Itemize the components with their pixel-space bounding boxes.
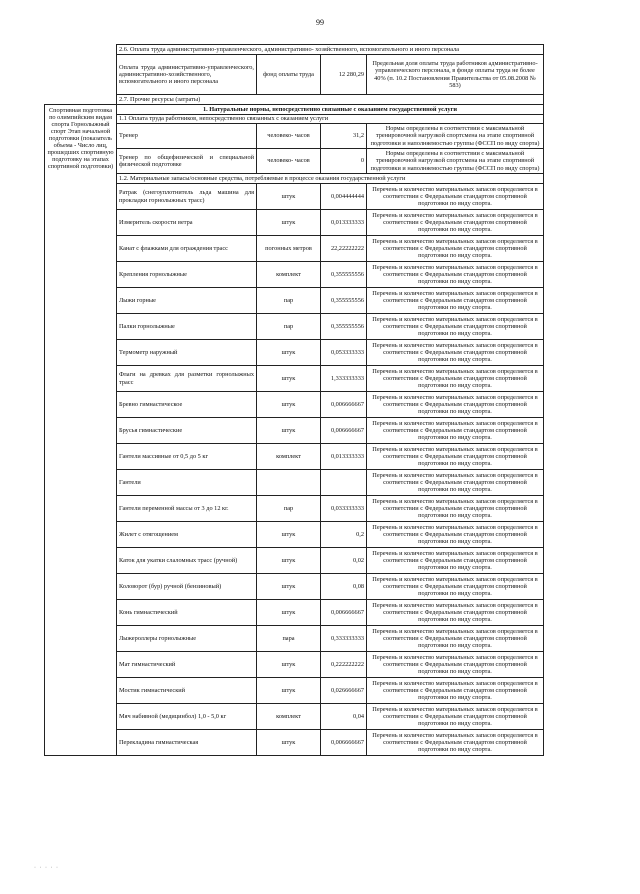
material-unit-cell: штук [257,548,321,574]
material-note-cell: Перечень и количество материальных запасов определяется в соответствии с Федеральным стандартом спортивной подготовки по виду спорта. [367,626,544,652]
material-name-cell: Термометр наружный [117,340,257,366]
material-name-cell: Жилет с отягощением [117,522,257,548]
section-1-1-header: 1.1 Оплата труда работников, непосредственно связанных с оказанием услуги [117,115,544,124]
material-unit-cell: штук [257,652,321,678]
material-name-cell: Гантели массивные от 0,5 до 5 кг [117,444,257,470]
material-unit-cell: штук [257,392,321,418]
staff-value-cell: 31,2 [321,124,367,149]
material-name-cell: Крепления горнолыжные [117,262,257,288]
material-name-cell: Брусья гимнастические [117,418,257,444]
material-value-cell: 0,006666667 [321,418,367,444]
table-row [45,45,544,55]
material-name-cell: Палки горнолыжные [117,314,257,340]
material-note-cell: Перечень и количество материальных запасов определяется в соответствии с Федеральным стандартом спортивной подготовки по виду спорта. [367,236,544,262]
table-row [45,105,544,115]
table-row [45,262,544,288]
table-row [45,340,544,366]
table-row [45,174,544,184]
material-note-cell: Перечень и количество материальных запасов определяется в соответствии с Федеральным стандартом спортивной подготовки по виду спорта. [367,600,544,626]
material-value-cell: 0,08 [321,574,367,600]
material-value-cell: 0,2 [321,522,367,548]
material-name-cell: Ратрак (снегоуплотнитель льда машина для прокладки горнолыжных трасс) [117,184,257,210]
material-unit-cell: пар [257,314,321,340]
table-row [45,288,544,314]
material-name-cell: Канат с флажками для ограждения трасс [117,236,257,262]
material-note-cell: Перечень и количество материальных запасов определяется в соответствии с Федеральным стандартом спортивной подготовки по виду спорта. [367,704,544,730]
table-row [45,652,544,678]
material-unit-cell: комплект [257,444,321,470]
table-row [45,115,544,124]
table-row [45,55,544,95]
material-unit-cell: штук [257,210,321,236]
table-row [45,600,544,626]
material-note-cell: Перечень и количество материальных запасов определяется в соответствии с Федеральным стандартом спортивной подготовки по виду спорта. [367,314,544,340]
table-row [45,366,544,392]
material-name-cell: Конь гимнастический [117,600,257,626]
scan-artifact: · · · · · [34,865,59,871]
material-name-cell: Перекладина гимнастическая [117,730,257,756]
table-row [45,704,544,730]
table-row [45,496,544,522]
material-value-cell: 22,22222222 [321,236,367,262]
material-note-cell: Перечень и количество материальных запасов определяется в соответствии с Федеральным стандартом спортивной подготовки по виду спорта. [367,340,544,366]
material-note-cell: Перечень и количество материальных запасов определяется в соответствии с Федеральным стандартом спортивной подготовки по виду спорта. [367,496,544,522]
material-value-cell: 0,006666667 [321,392,367,418]
document-body [44,44,544,756]
table-row [45,678,544,704]
table-row [45,95,544,105]
staff-unit-cell: человеко- часов [257,124,321,149]
material-value-cell: 0,04 [321,704,367,730]
material-note-cell: Перечень и количество материальных запасов определяется в соответствии с Федеральным стандартом спортивной подготовки по виду спорта. [367,262,544,288]
material-unit-cell: штук [257,574,321,600]
material-unit-cell: пар [257,496,321,522]
material-name-cell: Мат гимнастический [117,652,257,678]
table-row [45,184,544,210]
material-note-cell: Перечень и количество материальных запасов определяется в соответствии с Федеральным стандартом спортивной подготовки по виду спорта. [367,418,544,444]
staff-name-cell: Тренер по общефизической и специальной физической подготовке [117,149,257,174]
table-row [45,470,544,496]
material-unit-cell: штук [257,418,321,444]
material-note-cell: Перечень и количество материальных запасов определяется в соответствии с Федеральным стандартом спортивной подготовки по виду спорта. [367,730,544,756]
material-value-cell: 0,053333333 [321,340,367,366]
material-note-cell: Перечень и количество материальных запасов определяется в соответствии с Федеральным стандартом спортивной подготовки по виду спорта. [367,522,544,548]
material-name-cell: Гантели переменной массы от 3 до 12 кг. [117,496,257,522]
material-unit-cell [257,470,321,496]
table-row [45,522,544,548]
material-value-cell: 1,333333333 [321,366,367,392]
table-row [45,444,544,470]
page-number: 99 [316,18,324,27]
material-note-cell: Перечень и количество материальных запасов определяется в соответствии с Федеральным стандартом спортивной подготовки по виду спорта. [367,210,544,236]
material-unit-cell: пар [257,288,321,314]
table-row [45,418,544,444]
material-name-cell: Флаги на древках для разметки горнолыжных трасс [117,366,257,392]
material-name-cell: Мостик гимнастический [117,678,257,704]
material-name-cell: Мяч набивной (медицинбол) 1,0 - 5,0 кг [117,704,257,730]
material-note-cell: Перечень и количество материальных запасов определяется в соответствии с Федеральным стандартом спортивной подготовки по виду спорта. [367,652,544,678]
material-note-cell: Перечень и количество материальных запасов определяется в соответствии с Федеральным стандартом спортивной подготовки по виду спорта. [367,184,544,210]
material-value-cell: 0,004444444 [321,184,367,210]
section-2-7-header: 2.7. Прочие ресурсы (затраты) [117,95,544,105]
section-1-2-header: 1.2. Материальные запасы/основные средства, потребляемые в процессе оказания государственной услуги [117,174,544,184]
staff-note-cell: Нормы определены в соответствии с максимальной тренировочной нагрузкой спортсмена на этапе спортивной подготовки и наполняемостью группы (ФССП по виду спорта) [367,149,544,174]
material-value-cell: 0,355555556 [321,262,367,288]
material-value-cell: 0,013333333 [321,210,367,236]
material-unit-cell: штук [257,678,321,704]
material-note-cell: Перечень и количество материальных запасов определяется в соответствии с Федеральным стандартом спортивной подготовки по виду спорта. [367,470,544,496]
material-name-cell: Лыжи горные [117,288,257,314]
table-row [45,730,544,756]
material-unit-cell: комплект [257,262,321,288]
material-unit-cell: погонных метров [257,236,321,262]
section-2-6-header: 2.6. Оплата труда административно-управленческого, административно- хозяйственного, вспомогательного и иного персонала [117,45,544,55]
table-row [45,210,544,236]
material-unit-cell: штук [257,366,321,392]
material-unit-cell: штук [257,340,321,366]
material-unit-cell: штук [257,522,321,548]
material-note-cell: Перечень и количество материальных запасов определяется в соответствии с Федеральным стандартом спортивной подготовки по виду спорта. [367,366,544,392]
table-row [45,149,544,174]
material-unit-cell: штук [257,730,321,756]
material-value-cell: 0,006666667 [321,730,367,756]
material-name-cell: Лыжероллеры горнолыжные [117,626,257,652]
material-value-cell: 0,333333333 [321,626,367,652]
pay-unit-cell: фонд оплаты труда [257,55,321,95]
service-description-cell: Спортивная подготовка по олимпийским видам спорта Горнолыжный спорт Этап начальной подготовки (показатель объема - Число лиц, прошедших спортивную подготовку на этапах спортивной подготовки) [45,105,117,756]
staff-name-cell: Тренер [117,124,257,149]
pay-name-cell: Оплата труда административно-управленческого, административно-хозяйственного, вспомогательного и иного персонала [117,55,257,95]
pay-value-cell: 12 280,29 [321,55,367,95]
material-value-cell: 0,355555556 [321,288,367,314]
material-note-cell: Перечень и количество материальных запасов определяется в соответствии с Федеральным стандартом спортивной подготовки по виду спорта. [367,678,544,704]
material-value-cell: 0,026666667 [321,678,367,704]
material-name-cell: Каток для укатки слаломных трасс (ручной) [117,548,257,574]
normative-costs-table [44,44,544,756]
material-name-cell: Коловорот (бур) ручной (бензиновый) [117,574,257,600]
material-unit-cell: штук [257,600,321,626]
section-1-header: 1. Натуральные нормы, непосредственно связанные с оказанием государственной услуги [117,105,544,115]
material-note-cell: Перечень и количество материальных запасов определяется в соответствии с Федеральным стандартом спортивной подготовки по виду спорта. [367,548,544,574]
pay-note-cell: Предельная доля оплаты труда работников административно- управленческого персонала, в фонде оплаты труда не более 40% (п. 10.2 Постановления Правительства от 05.08.2008 № 583) [367,55,544,95]
material-note-cell: Перечень и количество материальных запасов определяется в соответствии с Федеральным стандартом спортивной подготовки по виду спорта. [367,288,544,314]
material-name-cell: Бревно гимнастическое [117,392,257,418]
material-unit-cell: комплект [257,704,321,730]
material-value-cell: 0,013333333 [321,444,367,470]
material-name-cell: Измеритель скорости ветра [117,210,257,236]
table-row [45,314,544,340]
table-row [45,626,544,652]
material-note-cell: Перечень и количество материальных запасов определяется в соответствии с Федеральным стандартом спортивной подготовки по виду спорта. [367,444,544,470]
table-row [45,548,544,574]
material-unit-cell: пара [257,626,321,652]
staff-unit-cell: человеко- часов [257,149,321,174]
material-unit-cell: штук [257,184,321,210]
material-value-cell [321,470,367,496]
material-value-cell: 0,033333333 [321,496,367,522]
table-row [45,392,544,418]
material-value-cell: 0,355555556 [321,314,367,340]
table-row [45,236,544,262]
staff-note-cell: Нормы определены в соответствии с максимальной тренировочной нагрузкой спортсмена на этапе спортивной подготовки и наполняемостью группы (ФССП по виду спорта) [367,124,544,149]
material-value-cell: 0,02 [321,548,367,574]
material-note-cell: Перечень и количество материальных запасов определяется в соответствии с Федеральным стандартом спортивной подготовки по виду спорта. [367,392,544,418]
material-value-cell: 0,006666667 [321,600,367,626]
material-note-cell: Перечень и количество материальных запасов определяется в соответствии с Федеральным стандартом спортивной подготовки по виду спорта. [367,574,544,600]
material-value-cell: 0,222222222 [321,652,367,678]
staff-value-cell: 0 [321,149,367,174]
table-row [45,574,544,600]
material-name-cell: Гантели [117,470,257,496]
table-row [45,124,544,149]
